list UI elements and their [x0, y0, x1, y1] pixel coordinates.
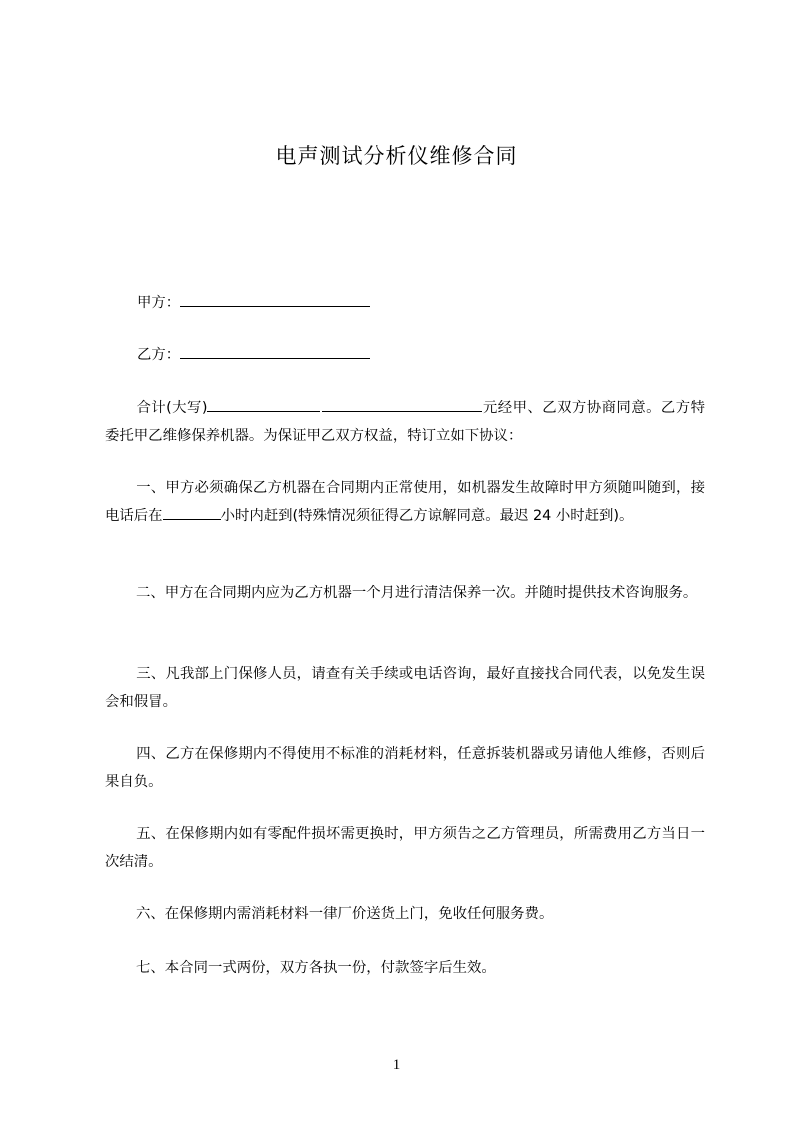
clause-2-text: 二、甲方在合同期内应为乙方机器一个月进行清洁保养一次。并随时提供技术咨询服务。 — [136, 585, 698, 601]
amount-suffix: 元经甲、乙双方协商同意。乙方特委托甲乙维修保养机器。为保证甲乙双方权益，特订立如下协议： — [105, 400, 705, 444]
clause-2 — [105, 579, 705, 607]
amount-blank-1 — [207, 397, 320, 412]
clause-3 — [105, 660, 705, 716]
document-title: 电声测试分析仪维修合同 — [275, 144, 518, 168]
party-a-label: 甲方： — [137, 295, 181, 311]
clause-5 — [105, 820, 705, 876]
clause-3-text: 三、凡我部上门保修人员，请查有关手续或电话咨询，最好直接找合同代表，以免发生误会和假冒。 — [105, 666, 705, 710]
clause-5-text: 五、在保修期内如有零配件损坏需更换时，甲方须告之乙方管理员，所需费用乙方当日一次结清。 — [105, 826, 705, 870]
party-b-label: 乙方： — [137, 347, 181, 363]
party-a-line — [137, 292, 370, 313]
hours-blank — [163, 505, 221, 520]
clause-1-part-1: 一、甲方必须确保乙方机器在合同期内正常使用，如机器发生故障时甲方须随叫随到，接电话后在 — [105, 480, 705, 524]
clause-6 — [105, 900, 705, 928]
clause-4-text: 四、乙方在保修期内不得使用不标准的消耗材料，任意拆装机器或另请他人维修，否则后果自负。 — [105, 746, 705, 790]
amount-blank-2 — [322, 397, 482, 412]
party-b-blank — [180, 344, 370, 359]
clause-1 — [105, 474, 705, 530]
clause-6-text: 六、在保修期内需消耗材料一律厂价送货上门，免收任何服务费。 — [136, 906, 554, 922]
amount-paragraph — [105, 394, 705, 450]
party-a-blank — [180, 292, 370, 307]
clause-7-text: 七、本合同一式两份，双方各执一份，付款签字后生效。 — [136, 960, 496, 976]
clause-4 — [105, 740, 705, 796]
amount-prefix: 合计(大写) — [136, 400, 208, 416]
clause-1-part-2: 小时内赶到(特殊情况须征得乙方谅解同意。最迟 24 小时赶到)。 — [220, 508, 634, 524]
page-number: 1 — [392, 1057, 401, 1073]
party-b-line — [137, 344, 370, 365]
clause-7 — [105, 954, 705, 982]
